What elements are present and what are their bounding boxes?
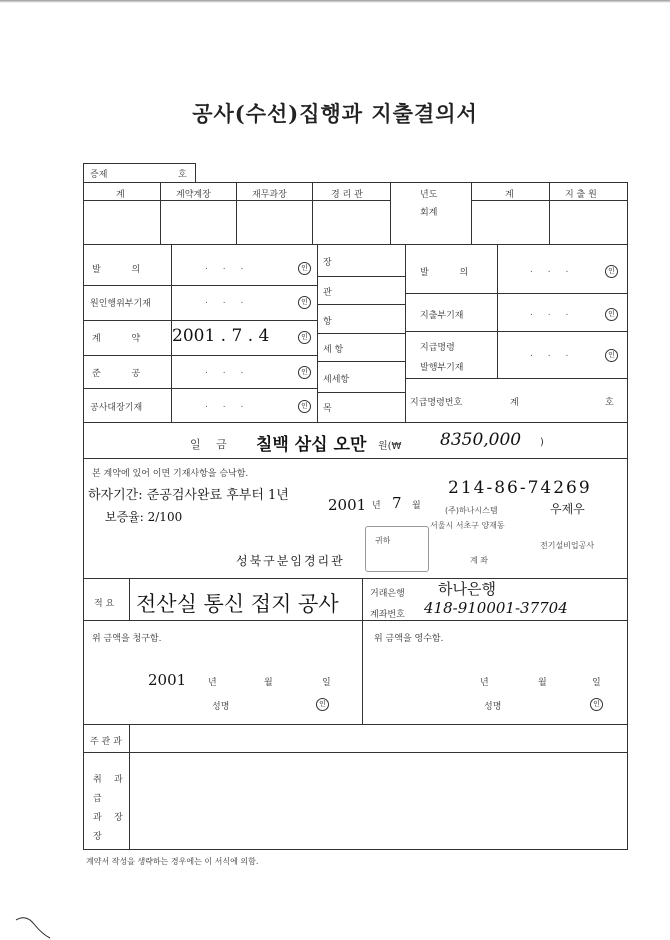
contract-item-line2: 보증율: 2/100 xyxy=(105,510,183,524)
account-no-label: 계좌번호 xyxy=(370,610,405,620)
account-no-value: 418-910001-37704 xyxy=(424,599,568,617)
receipt-year-label: 년 xyxy=(480,678,489,688)
claim-month-label: 월 xyxy=(264,678,273,688)
claim-seal: 인 xyxy=(316,698,329,711)
scan-top-edge xyxy=(0,0,670,3)
stamp-note-right: 전기설비업공사 xyxy=(540,541,595,550)
amount-label: 일 금 xyxy=(190,438,233,451)
left-row-completion: 준 공 xyxy=(92,369,155,379)
mid-row-gwan: 관 xyxy=(323,288,332,298)
seal-mark: 인 xyxy=(605,308,618,321)
right-row-gye: 계 xyxy=(510,398,519,408)
mid-row-sesehang: 세세항 xyxy=(323,375,350,385)
summary-label: 적 요 xyxy=(94,599,115,609)
seal-mark: 인 xyxy=(298,400,311,413)
right-row-expense-ledger: 지출부기재 xyxy=(420,311,464,321)
expense-label-1: 지 출 원 xyxy=(565,190,597,200)
biz-reg-no: 214-86-74269 xyxy=(448,478,592,498)
contract-item-line1: 하자기간: 준공검사완료 후부터 1년 xyxy=(88,488,289,503)
claim-year: 2001 xyxy=(148,671,187,689)
stamp-note-left: 계 좌 xyxy=(470,556,488,565)
office-label: 성북구분임경리관 xyxy=(236,554,345,568)
dots: . . . xyxy=(205,400,250,410)
approval-label-2: 재무과장 xyxy=(252,190,287,200)
receipt-day-label: 일 xyxy=(592,678,601,688)
seal-mark: 인 xyxy=(605,349,618,362)
receipt-month-label: 월 xyxy=(538,678,547,688)
receipt-seal: 인 xyxy=(590,698,603,711)
mid-row-hang: 항 xyxy=(323,317,332,327)
contract-month: 7 xyxy=(392,494,402,512)
representative: 우제우 xyxy=(550,502,585,516)
seal-mark: 인 xyxy=(298,296,311,309)
vertical-char: 취 xyxy=(93,775,102,785)
contract-month-label: 월 xyxy=(412,501,421,511)
company-seal-stamp xyxy=(365,526,429,572)
dots: . . . xyxy=(205,262,250,272)
doc-no-suffix: 호 xyxy=(178,170,187,180)
left-row-contract: 계 약 xyxy=(92,334,155,344)
approval-label-0: 계 xyxy=(116,190,125,200)
mid-row-jang: 장 xyxy=(323,258,332,268)
claim-day-label: 일 xyxy=(322,678,331,688)
contract-date: 2001 . 7 . 4 xyxy=(172,326,270,346)
dots: . . . xyxy=(530,349,575,359)
vertical-char: 장 xyxy=(114,813,123,823)
scan-mark xyxy=(14,910,54,940)
approval-label-3: 경 리 관 xyxy=(331,190,363,200)
claim-year-label: 년 xyxy=(208,678,217,688)
year-label: 년도 xyxy=(420,190,438,200)
doc-no-label: 증제 xyxy=(90,170,108,180)
claim-name-label: 성명 xyxy=(212,702,230,712)
amount-close: ) xyxy=(540,437,544,448)
summary-content: 전산실 통신 접지 공사 xyxy=(136,592,339,616)
inspector-label: 주 관 과 xyxy=(90,737,122,747)
claim-text: 위 금액을 청구함. xyxy=(92,634,162,644)
dots: . . . xyxy=(205,296,250,306)
amount-value: 8350,000 xyxy=(440,430,522,450)
right-row-payment-order: 지급명령 xyxy=(420,343,455,353)
right-row-order-no: 지급명령번호 xyxy=(410,398,463,408)
bank-value: 하나은행 xyxy=(438,580,496,598)
company-address: 서울시 서초구 양재동 xyxy=(430,521,505,530)
approval-label-1: 계약계장 xyxy=(176,190,211,200)
vertical-char: 급 xyxy=(93,794,102,804)
dots: . . . xyxy=(530,308,575,318)
company-name: (주)하나시스템 xyxy=(445,506,498,515)
right-row-issue-ledger: 발행부기재 xyxy=(420,363,464,373)
amount-prefix: 원(₩ xyxy=(378,441,402,452)
vertical-char: 과 xyxy=(93,813,102,823)
account-label: 회계 xyxy=(420,208,438,218)
receipt-name-label: 성명 xyxy=(484,702,502,712)
seal-mark: 인 xyxy=(298,262,311,275)
contract-year: 2001 xyxy=(328,496,367,514)
dots: . . . xyxy=(530,265,575,275)
amount-korean: 칠백 삼십 오만 xyxy=(256,435,367,455)
vertical-char: 장 xyxy=(93,832,102,842)
mid-row-sehang: 세 항 xyxy=(323,345,344,355)
left-row-ledger: 공사대장기재 xyxy=(90,403,143,413)
mid-row-mok: 목 xyxy=(323,404,332,414)
bank-label: 거래은행 xyxy=(370,589,405,599)
footer-note: 계약서 작성을 생략하는 경우에는 이 서식에 의함. xyxy=(86,857,259,866)
seal-mark: 인 xyxy=(298,366,311,379)
right-row-balui: 발 의 xyxy=(420,268,483,278)
expense-label-0: 계 xyxy=(505,190,514,200)
vertical-char: 과 xyxy=(114,775,123,785)
right-row-suffix: 호 xyxy=(605,398,614,408)
dots: . . . xyxy=(205,366,250,376)
receipt-text: 위 금액을 영수함. xyxy=(374,634,444,644)
office-stamp-text: 귀하 xyxy=(375,536,391,545)
left-row-wonin: 원인행위부기재 xyxy=(90,299,151,309)
contract-statement: 본 계약에 있어 이면 기재사항을 승낙함. xyxy=(92,469,249,479)
seal-mark: 인 xyxy=(605,265,618,278)
contract-year-label: 년 xyxy=(372,501,381,511)
seal-mark: 인 xyxy=(298,331,311,344)
document-title: 공사(수선)집행과 지출결의서 xyxy=(192,101,478,126)
left-row-balui: 발 의 xyxy=(92,265,155,275)
